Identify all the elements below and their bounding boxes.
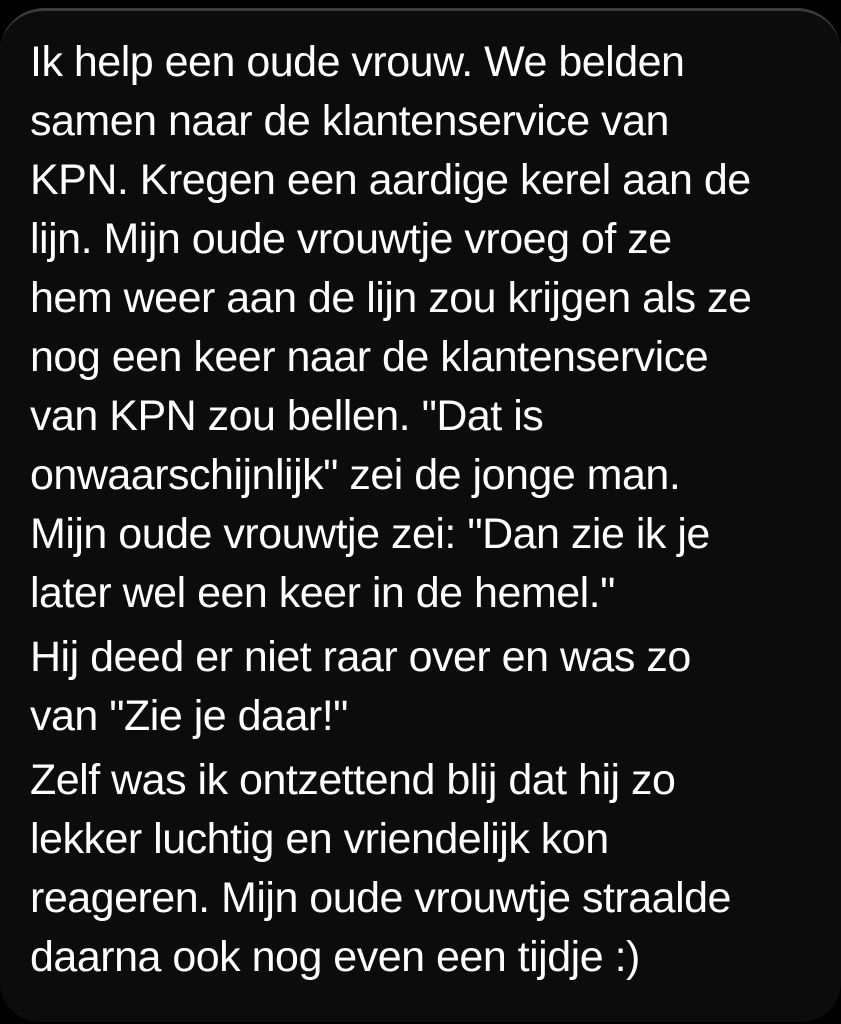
text-line: daarna ook nog even een tijdje :) — [30, 933, 640, 981]
paragraph-2 — [30, 628, 827, 746]
text-line: Hij deed er niet raar over en was zo — [30, 633, 691, 681]
post-text-block — [0, 11, 841, 987]
text-line: lekker luchtig en vriendelijk kon — [30, 815, 609, 863]
text-post-card — [0, 8, 841, 1022]
text-line: hem weer aan de lijn zou krijgen als ze — [30, 274, 752, 322]
text-line: nog een keer naar de klantenservice — [30, 333, 709, 381]
paragraph-3 — [30, 751, 827, 987]
paragraph-1 — [30, 33, 827, 623]
text-line: reageren. Mijn oude vrouwtje straalde — [30, 874, 731, 922]
text-line: samen naar de klantenservice van — [30, 97, 669, 145]
text-line: KPN. Kregen een aardige kerel aan de — [30, 156, 751, 204]
text-line: van KPN zou bellen. "Dat is — [30, 392, 544, 440]
text-line: Mijn oude vrouwtje zei: "Dan zie ik je — [30, 510, 710, 558]
text-line: later wel een keer in de hemel." — [30, 569, 615, 617]
text-line: onwaarschijnlijk" zei de jonge man. — [30, 451, 681, 499]
text-line: van "Zie je daar!" — [30, 692, 348, 740]
text-line: lijn. Mijn oude vrouwtje vroeg of ze — [30, 215, 672, 263]
text-line: Zelf was ik ontzettend blij dat hij zo — [30, 756, 676, 804]
text-line: Ik help een oude vrouw. We belden — [30, 38, 685, 86]
